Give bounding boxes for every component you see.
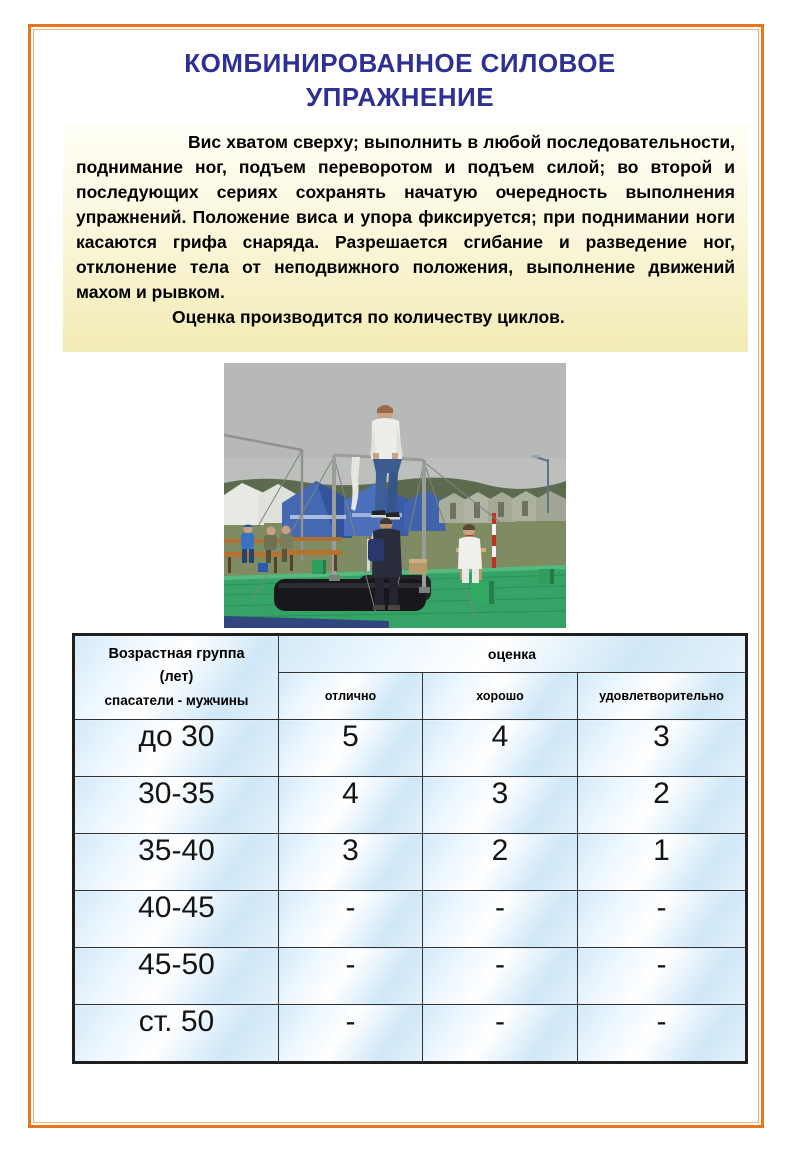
gray-tents <box>439 491 566 523</box>
score-cell-excellent: 4 <box>279 777 423 834</box>
age-cell: 45-50 <box>74 948 279 1005</box>
page-title-line2: УПРАЖНЕНИЕ <box>305 82 495 112</box>
exercise-description: Вис хватом сверху; выполнить в любой последовательности, поднимание ног, подъем переворотом и подъем силой; во второй и последующих сериях сохранять начатую очередность выполнения упражнений. Положение виса и упора фиксируется; при поднимании ноги касаются грифа снаряда. Разрешается сгибание и разведение ног, отклонение тела от неподвижного положения, выполнение движений махом и рывком. <box>76 132 735 302</box>
col-header-excellent: отлично <box>279 673 423 720</box>
score-cell-excellent: - <box>279 891 423 948</box>
age-group-header-line1: Возрастная группа <box>108 645 245 662</box>
score-table <box>72 633 748 1064</box>
striped-pole <box>492 513 496 568</box>
page-title <box>60 46 740 114</box>
score-cell-excellent: 5 <box>279 720 423 777</box>
score-cell-excellent: 3 <box>279 834 423 891</box>
score-cell-satisfactory: - <box>578 948 747 1005</box>
score-cell-good: - <box>423 948 578 1005</box>
age-cell: до 30 <box>74 720 279 777</box>
table-row-age-45-50 <box>74 948 747 1005</box>
age-cell: ст. 50 <box>74 1005 279 1063</box>
age-cell: 40-45 <box>74 891 279 948</box>
table-row-age-do-30 <box>74 720 747 777</box>
age-cell: 35-40 <box>74 834 279 891</box>
page-title-line1: КОМБИНИРОВАННОЕ СИЛОВОЕ <box>184 48 616 78</box>
age-group-header <box>74 635 279 720</box>
score-cell-good: - <box>423 1005 578 1063</box>
score-cell-good: 3 <box>423 777 578 834</box>
photo-illustration <box>224 363 566 628</box>
score-cell-excellent: - <box>279 948 423 1005</box>
description-box <box>63 125 748 352</box>
evaluation-note: Оценка производится по количеству циклов. <box>172 307 565 327</box>
blue-bucket <box>258 563 268 572</box>
col-header-good: хорошо <box>423 673 578 720</box>
score-cell-satisfactory: 2 <box>578 777 747 834</box>
table-row-age-st-50 <box>74 1005 747 1063</box>
score-group-header: оценка <box>279 635 747 673</box>
table-row-age-30-35 <box>74 777 747 834</box>
score-cell-excellent: - <box>279 1005 423 1063</box>
score-cell-satisfactory: 1 <box>578 834 747 891</box>
score-cell-good: - <box>423 891 578 948</box>
photo-horizontal-bar-exercise <box>224 363 566 628</box>
table-row-age-35-40 <box>74 834 747 891</box>
col-header-satisfactory: удовлетворительно <box>578 673 747 720</box>
table-row-age-40-45 <box>74 891 747 948</box>
score-cell-satisfactory: - <box>578 891 747 948</box>
score-cell-good: 4 <box>423 720 578 777</box>
score-cell-satisfactory: 3 <box>578 720 747 777</box>
score-cell-good: 2 <box>423 834 578 891</box>
score-cell-satisfactory: - <box>578 1005 747 1063</box>
age-group-header-line2: (лет) <box>159 668 194 685</box>
age-group-header-line3: спасатели - мужчины <box>104 692 249 708</box>
age-cell: 30-35 <box>74 777 279 834</box>
